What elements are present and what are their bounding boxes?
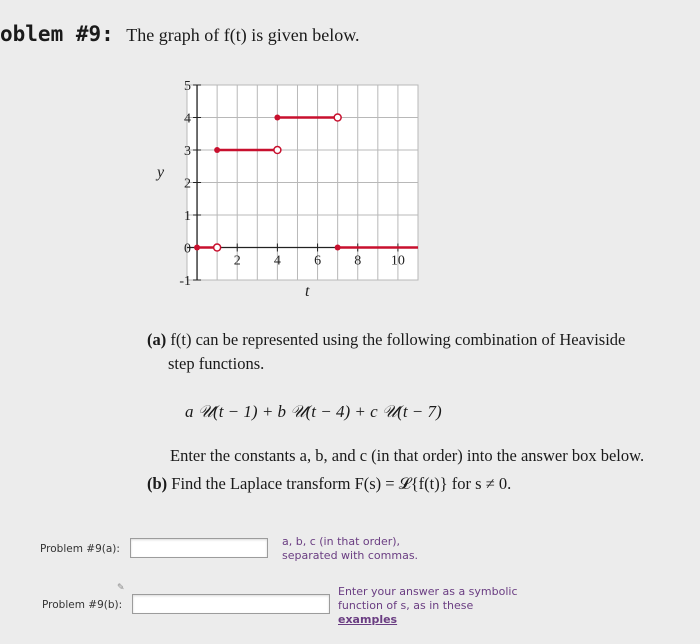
- answer-b-hint-line1: Enter your answer as a symbolic: [338, 585, 518, 598]
- open-endpoint: [274, 147, 281, 154]
- part-b-statement: Find the Laplace transform F(s) = 𝓛{f(t)} for s ≠ 0.: [171, 474, 512, 493]
- answer-b-label: Problem #9(b):: [42, 599, 123, 611]
- answer-a-hint-line1: a, b, c (in that order),: [282, 535, 401, 548]
- y-tick-label: 1: [184, 209, 192, 224]
- answer-a-input[interactable]: [130, 538, 268, 558]
- answer-a-hint-line2: separated with commas.: [282, 549, 419, 562]
- x-tick-label: 6: [314, 253, 322, 269]
- open-endpoint: [214, 244, 221, 251]
- examples-link[interactable]: examples: [338, 613, 398, 626]
- part-a-instruction: Enter the constants a, b, and c (in that order) into the answer box below.: [170, 446, 645, 465]
- function-graph: [0, 0, 700, 320]
- x-tick-label: 8: [354, 253, 362, 269]
- closed-endpoint: [335, 245, 341, 251]
- part-a-label: (a): [147, 330, 167, 349]
- y-tick-label: -1: [179, 274, 192, 289]
- closed-endpoint: [274, 115, 280, 121]
- x-tick-label: 4: [273, 253, 281, 269]
- problem-statement: The graph of f(t) is given below.: [126, 25, 360, 45]
- part-a-text: [147, 330, 625, 350]
- y-tick-label: 3: [184, 144, 192, 159]
- y-tick-label: 5: [184, 79, 192, 94]
- x-tick-label: 2: [233, 253, 241, 269]
- problem-number: oblem #9:: [0, 22, 114, 46]
- answer-b-input[interactable]: [132, 594, 330, 614]
- answer-b-hint-line2: function of s, as in these: [338, 599, 474, 612]
- y-tick-label: 2: [184, 176, 192, 192]
- edit-mark-icon: ✎: [117, 583, 125, 593]
- open-endpoint: [334, 114, 341, 121]
- answer-a-label: Problem #9(a):: [40, 543, 120, 555]
- closed-endpoint: [194, 245, 200, 251]
- y-tick-label: 4: [184, 111, 192, 127]
- part-b-text: [147, 474, 511, 494]
- y-axis-label: y: [157, 164, 165, 181]
- answer-b-hint: [338, 585, 518, 627]
- part-a-line2: step functions.: [168, 354, 265, 373]
- y-tick-label: 0: [184, 241, 192, 257]
- x-tick-label: 10: [390, 253, 405, 269]
- closed-endpoint: [214, 147, 220, 153]
- part-b-label: (b): [147, 474, 168, 493]
- heaviside-formula: a 𝒰(t − 1) + b 𝒰(t − 4) + c 𝒰(t − 7): [185, 402, 442, 421]
- answer-a-hint: [282, 535, 418, 563]
- part-a-line1: f(t) can be represented using the following combination of Heaviside: [170, 330, 626, 349]
- x-axis-label: t: [305, 283, 310, 300]
